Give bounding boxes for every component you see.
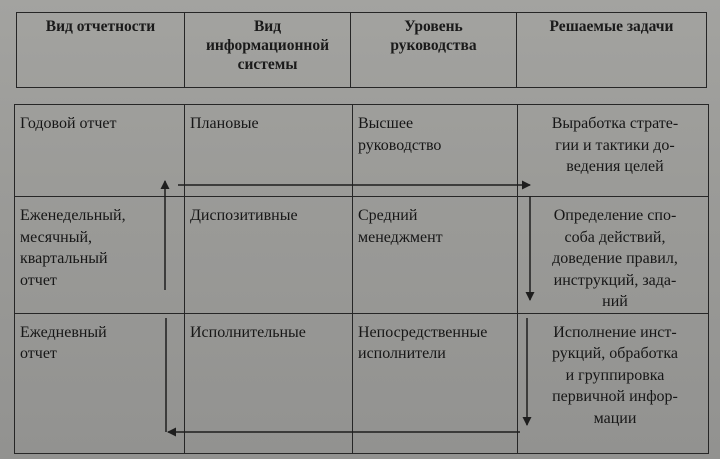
header-tasks: Решаемые задачи	[517, 13, 707, 88]
table-row	[15, 197, 709, 314]
cell-management-level: Средний менеджмент	[353, 197, 518, 314]
table-header	[16, 12, 707, 88]
cell-tasks: Определение спо- соба действий, доведение правил, инструкций, зада- ний	[518, 197, 709, 314]
table-body	[14, 104, 709, 454]
cell-report-type: Годовой отчет	[15, 105, 185, 197]
cell-system-type: Исполнительные	[185, 313, 353, 453]
cell-tasks: Выработка страте- гии и тактики до- ведения целей	[518, 105, 709, 197]
header-report-type: Вид отчетности	[17, 13, 185, 88]
table-row	[15, 313, 709, 453]
header-row	[17, 13, 707, 88]
cell-report-type: Ежедневный отчет	[15, 313, 185, 453]
cell-tasks: Исполнение инст- рукций, обработка и группировка первичной инфор- мации	[518, 313, 709, 453]
cell-report-type: Еженедельный, месячный, квартальный отчет	[15, 197, 185, 314]
cell-management-level: Непосредственные исполнители	[353, 313, 518, 453]
header-management-level: Уровень руководства	[351, 13, 517, 88]
cell-management-level: Высшее руководство	[353, 105, 518, 197]
header-system-type: Вид информационной системы	[185, 13, 351, 88]
table-row	[15, 105, 709, 197]
cell-system-type: Плановые	[185, 105, 353, 197]
cell-system-type: Диспозитивные	[185, 197, 353, 314]
